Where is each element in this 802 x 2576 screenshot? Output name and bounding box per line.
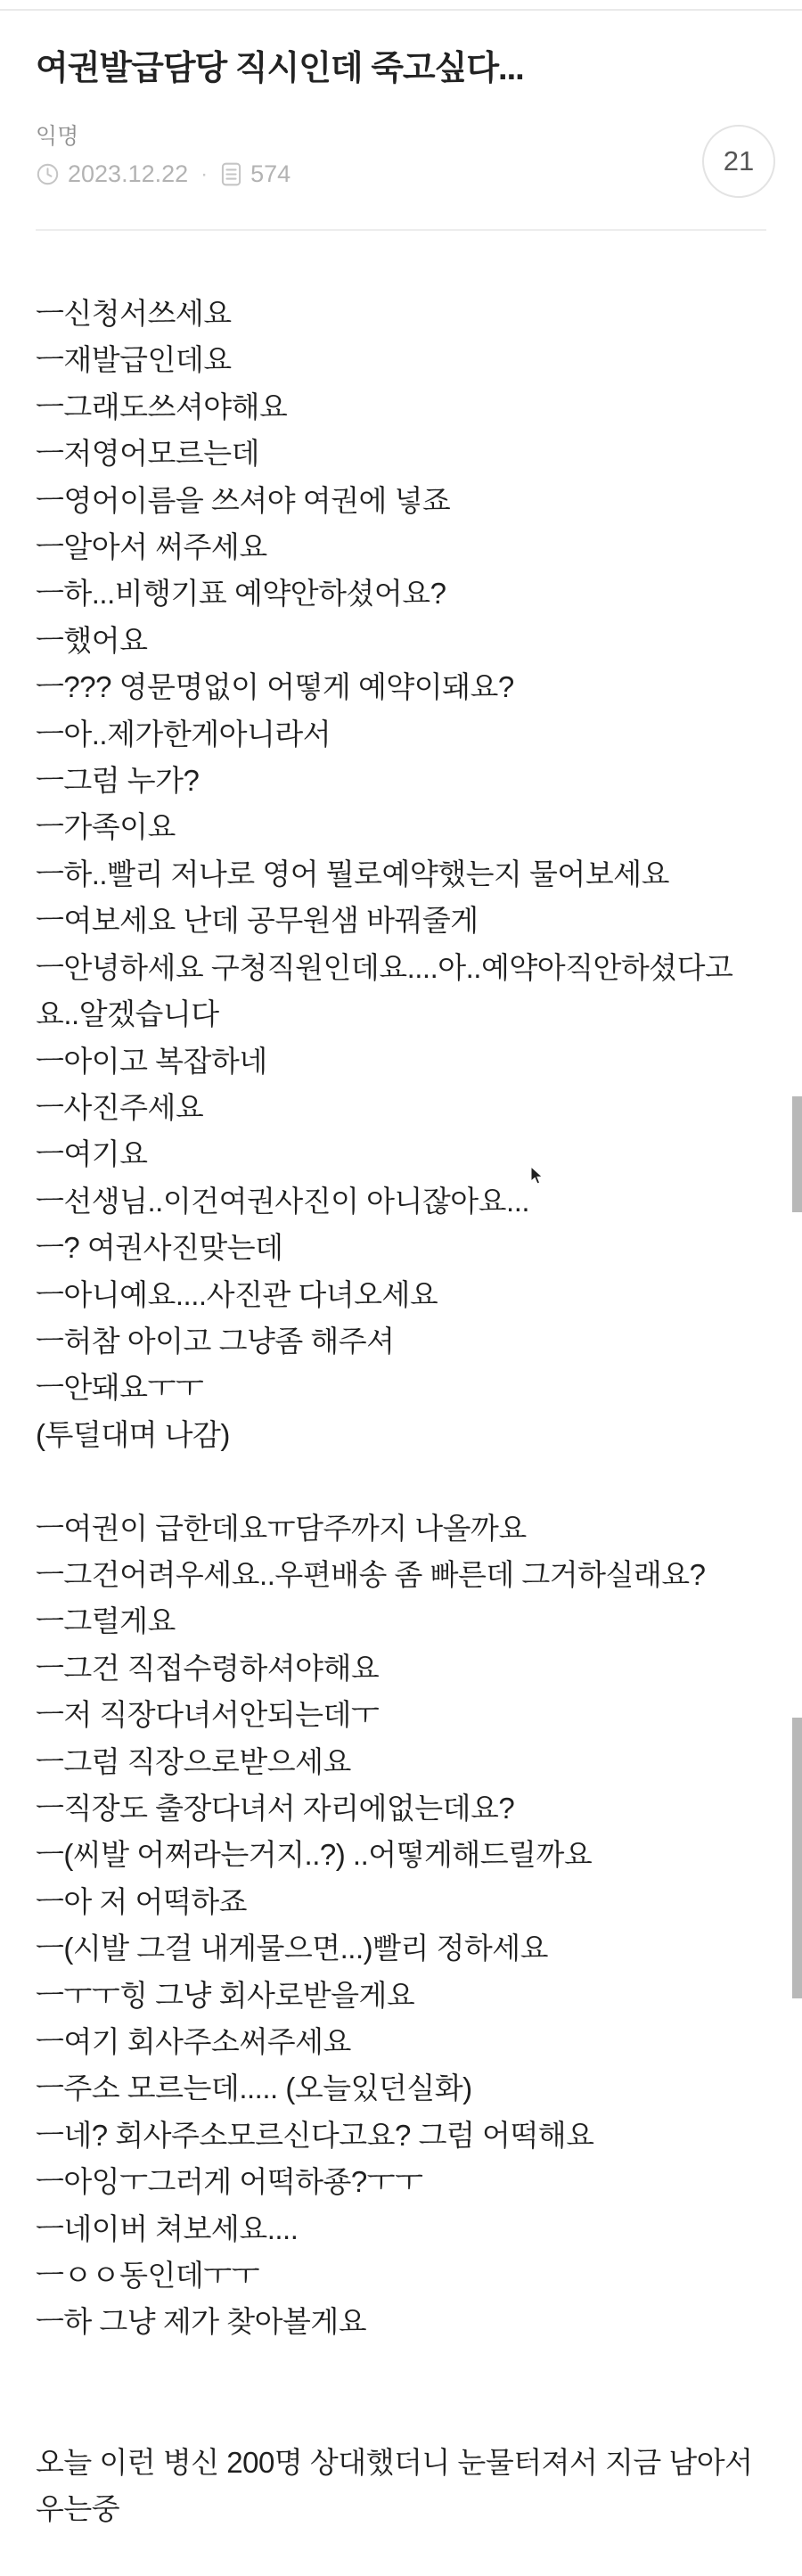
- post-body-line: [36, 2392, 766, 2439]
- post-meta-row: [36, 160, 766, 188]
- post-body-line: ㅡ영어이름을 쓰셔야 여권에 넣죠: [36, 483, 451, 517]
- post-date: 2023.12.22: [68, 160, 189, 187]
- post-body-line: ㅡ여보세요 난데 공무원샘 바꿔줄게: [36, 904, 479, 938]
- post-body-line: ㅡ그럴게요: [36, 1604, 176, 1638]
- post-title: 여권발급담당 직시인데 죽고싶다...: [36, 50, 524, 87]
- post-body-line: ㅡㅜㅜ힝 그냥 회사로받을게요: [36, 1978, 415, 2012]
- post-body-line: ㅡ저 직장다녀서안되는데ㅜ: [36, 1698, 380, 1732]
- post-body-line: ㅡ직장도 출장다녀서 자리에없는데요?: [36, 1791, 515, 1825]
- post-body-line: ㅡ허참 아이고 그냥좀 해주셔: [36, 1324, 395, 1358]
- post-body-line: ㅡ(시발 그걸 내게물으면...)빨리 정하세요: [36, 1932, 549, 1965]
- post-body-line: ㅡ네이버 쳐보세요....: [36, 2211, 299, 2245]
- post-body-line: ㅡ그건 직접수령하셔야해요: [36, 1651, 380, 1685]
- post-body-line: ㅡ그럼 직장으로받으세요: [36, 1744, 351, 1778]
- post-body-line: ㅡ여기요: [36, 1137, 148, 1171]
- post-body-line: ㅡ아이고 복잡하네: [36, 1044, 267, 1078]
- post-body: [0, 231, 802, 2532]
- post-body-line: ㅡ그래도쓰셔야해요: [36, 390, 288, 423]
- post-body-line: ㅡ여기 회사주소써주세요: [36, 2025, 351, 2059]
- post-body-line: 오늘 이런 병신 200명 상대했더니 눈물터져서 지금 남아서 우는중: [36, 2445, 761, 2526]
- post-body-line: ㅡㅇㅇ동인데ㅜㅜ: [36, 2259, 260, 2293]
- post-body-line: ㅡ가족이요: [36, 810, 176, 844]
- post-body-line: ㅡ그럼 누가?: [36, 764, 200, 798]
- post-body-line: ㅡ? 여권사진맞는데: [36, 1231, 283, 1265]
- post-body-line: ㅡ선생님..이건여권사진이 아니잖아요...: [36, 1184, 530, 1218]
- post-body-line: ㅡ그건어려우세요..우편배송 좀 빠른데 그거하실래요?: [36, 1557, 706, 1591]
- post-body-line: ㅡ아니예요....사진관 다녀오세요: [36, 1277, 438, 1311]
- post-header: [36, 46, 766, 188]
- comment-count-badge[interactable]: [702, 125, 775, 198]
- post-body-line: ㅡ안녕하세요 구청직원인데요....아..예약아직안하셨다고요..알겠습니다: [36, 950, 733, 1031]
- meta-separator: ·: [200, 161, 209, 186]
- post-body-line: ㅡ하 그냥 제가 찾아볼게요: [36, 2305, 367, 2339]
- post-body-line: ㅡ아 저 어떡하죠: [36, 1884, 247, 1918]
- post-body-line: ㅡ사진주세요: [36, 1090, 204, 1124]
- post-body-line: ㅡ(씨발 어쩌라는거지..?) ..어떻게해드릴까요: [36, 1838, 593, 1872]
- post-body-line: ㅡ주소 모르는데..... (오늘있던실화): [36, 2071, 472, 2105]
- post-body-line: ㅡ하...비행기표 예약안하셨어요?: [36, 577, 446, 611]
- scrollbar-thumb-upper[interactable]: [792, 1096, 802, 1212]
- post-body-line: ㅡ하..빨리 저나로 영어 뭘로예약했는지 물어보세요: [36, 857, 669, 890]
- scrollbar-thumb-lower[interactable]: [792, 1718, 802, 1998]
- post-body-line: ㅡ??? 영문명없이 어떻게 예약이돼요?: [36, 670, 514, 704]
- clock-icon: [36, 162, 60, 186]
- post-body-line: ㅡ재발급인데요: [36, 343, 232, 377]
- post-body-line: (투덜대며 나감): [36, 1417, 230, 1451]
- post-body-line: ㅡ했어요: [36, 623, 148, 657]
- post-view-count: 574: [250, 160, 291, 187]
- mouse-cursor-icon: [529, 1166, 545, 1187]
- comment-count: 21: [723, 145, 755, 176]
- top-divider: [0, 9, 802, 11]
- post-body-line: [36, 2346, 766, 2392]
- post-body-line: ㅡ저영어모르는데: [36, 437, 260, 471]
- post-body-line: ㅡ아잉ㅜ그러게 어떡하죵?ㅜㅜ: [36, 2165, 423, 2199]
- post-body-line: ㅡ여권이 급한데요ㅠ담주까지 나올까요: [36, 1511, 527, 1545]
- post-body-line: ㅡ신청서쓰세요: [36, 297, 232, 330]
- post-author: 익명: [36, 124, 79, 149]
- document-icon: [220, 162, 242, 186]
- post-body-line: ㅡ네? 회사주소모르신다고요? 그럼 어떡해요: [36, 2118, 594, 2152]
- post-body-line: ㅡ안돼요ㅜㅜ: [36, 1371, 204, 1405]
- post-body-line: [36, 1458, 766, 1505]
- post-body-line: ㅡ알아서 써주세요: [36, 530, 267, 564]
- post-body-line: ㅡ아..제가한게아니라서: [36, 717, 331, 751]
